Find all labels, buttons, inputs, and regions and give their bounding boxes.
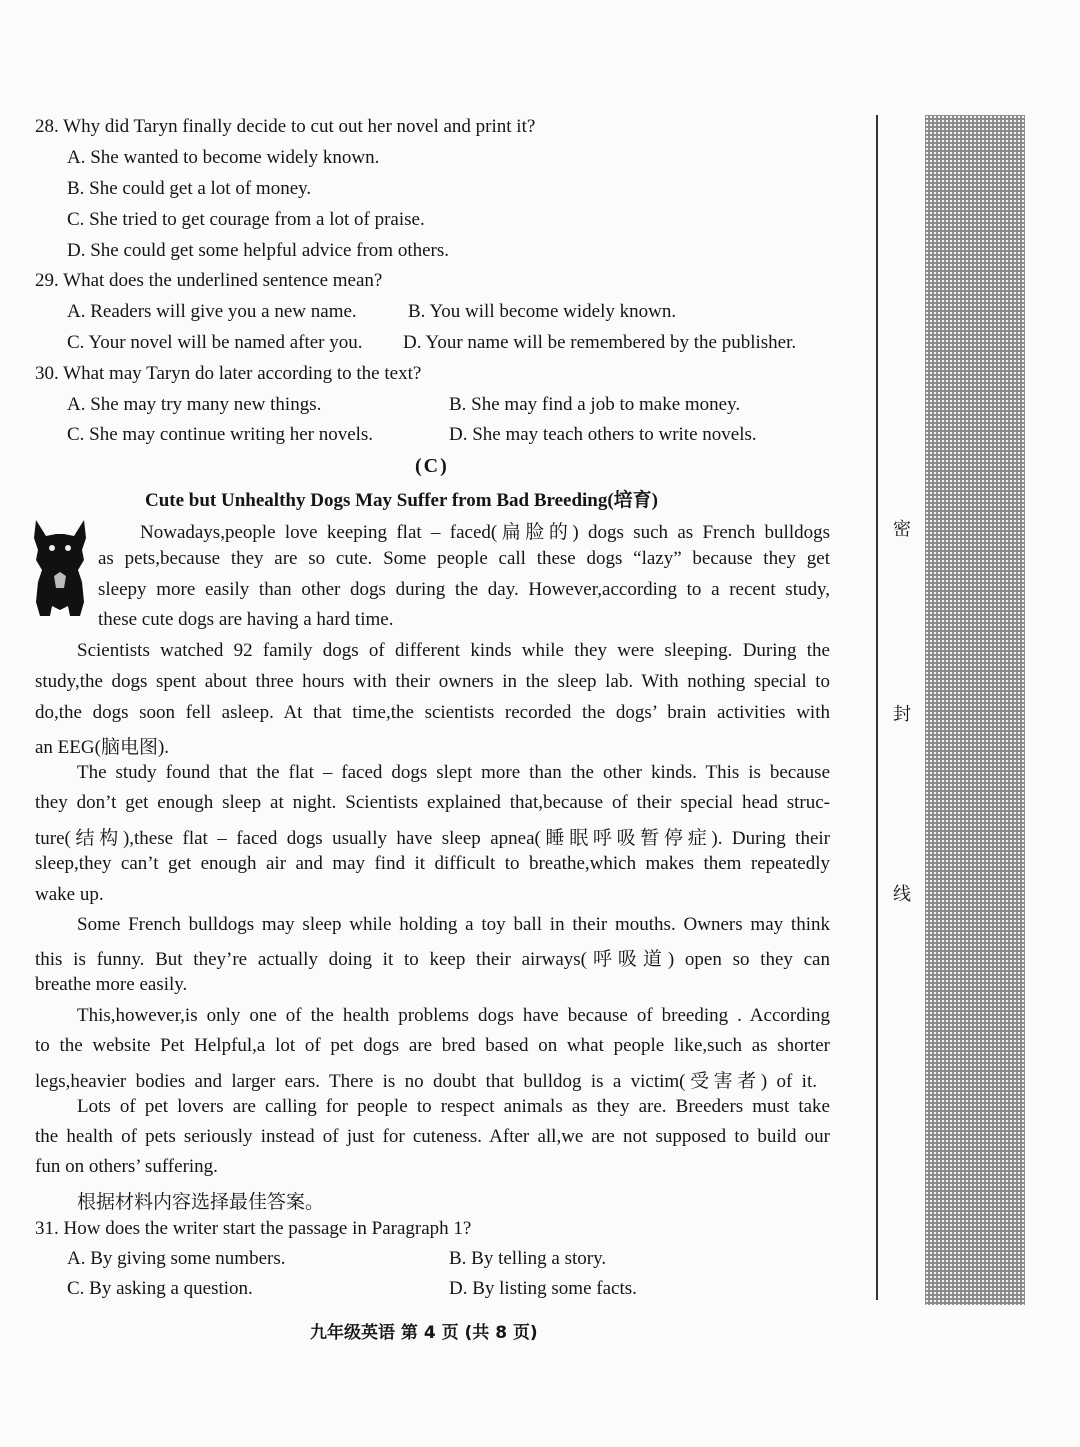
- passage-line: Lots of pet lovers are calling for people to respect animals as they are. Breeders must take: [77, 1096, 830, 1117]
- question-30-stem: 30. What may Taryn do later according to the text?: [35, 363, 422, 384]
- question-29-option-c: C. Your novel will be named after you.: [67, 332, 363, 353]
- question-31-stem: 31. How does the writer start the passage in Paragraph 1?: [35, 1218, 472, 1239]
- question-31-option-c: C. By asking a question.: [67, 1278, 253, 1299]
- passage-line: Scientists watched 92 family dogs of different kinds while they were sleeping. During the: [77, 640, 830, 661]
- passage-line: do,the dogs soon fell asleep. At that time,the scientists recorded the dogs’ brain activities with: [35, 702, 830, 723]
- question-28-stem: 28. Why did Taryn finally decide to cut out her novel and print it?: [35, 116, 536, 137]
- binding-mark-mi: 密: [893, 519, 911, 540]
- question-29-option-a: A. Readers will give you a new name.: [67, 301, 357, 322]
- passage-line: to the website Pet Helpful,a lot of pet dogs are bred based on what people like,such as shorter: [35, 1035, 830, 1056]
- binding-pattern: [925, 115, 1025, 1305]
- binding-mark-feng: 封: [893, 704, 911, 725]
- passage-line: sleep,they can’t get enough air and may find it difficult to breathe,which makes them repeatedly: [35, 853, 830, 874]
- question-29-stem: 29. What does the underlined sentence mean?: [35, 270, 383, 291]
- passage-title: Cute but Unhealthy Dogs May Suffer from Bad Breeding(培育): [145, 490, 659, 511]
- question-30-option-b: B. She may find a job to make money.: [449, 394, 741, 415]
- passage-line: ture(结构),these flat – faced dogs usually have sleep apnea(睡眠呼吸暂停症). During their: [35, 828, 830, 849]
- passage-line: fun on others’ suffering.: [35, 1156, 218, 1177]
- binding-mark-xian: 线: [893, 884, 911, 905]
- passage-line: legs,heavier bodies and larger ears. There is no doubt that bulldog is a victim(受害者) of it.: [35, 1071, 817, 1092]
- passage-line: as pets,because they are so cute. Some people call these dogs “lazy” because they get: [98, 548, 830, 569]
- question-30-option-c: C. She may continue writing her novels.: [67, 424, 374, 445]
- question-31-option-d: D. By listing some facts.: [449, 1278, 637, 1299]
- passage-line: Some French bulldogs may sleep while holding a toy ball in their mouths. Owners may think: [77, 914, 830, 935]
- passage-line: study,the dogs spent about three hours with their owners in the sleep lab. With nothing special to: [35, 671, 830, 692]
- question-28-option-b: B. She could get a lot of money.: [67, 178, 312, 199]
- passage-line: wake up.: [35, 884, 104, 905]
- passage-line: breathe more easily.: [35, 974, 188, 995]
- passage-line: the health of pets seriously instead of just for cuteness. After all,we are not supposed to build our: [35, 1126, 830, 1147]
- passage-line: they don’t get enough sleep at night. Scientists explained that,because of their special head struc-: [35, 792, 830, 813]
- passage-line: This,however,is only one of the health problems dogs have because of breeding . According: [77, 1005, 830, 1026]
- question-29-option-d: D. Your name will be remembered by the publisher.: [403, 332, 797, 353]
- passage-line: an EEG(脑电图).: [35, 737, 170, 758]
- passage-line: The study found that the flat – faced dogs slept more than the other kinds. This is because: [77, 762, 830, 783]
- section-label: (C): [415, 455, 449, 477]
- page-footer: 九年级英语 第 4 页 (共 8 页): [310, 1323, 538, 1343]
- question-30-option-a: A. She may try many new things.: [67, 394, 322, 415]
- question-31-option-a: A. By giving some numbers.: [67, 1248, 286, 1269]
- bulldog-illustration: [30, 516, 90, 618]
- instruction: 根据材料内容选择最佳答案。: [77, 1192, 325, 1213]
- passage-line: Nowadays,people love keeping flat – faced(扁脸的) dogs such as French bulldogs: [140, 522, 830, 543]
- question-31-option-b: B. By telling a story.: [449, 1248, 607, 1269]
- binding-line: [876, 115, 878, 1300]
- question-30-option-d: D. She may teach others to write novels.: [449, 424, 757, 445]
- passage-line: sleepy more easily than other dogs during the day. However,according to a recent study,: [98, 579, 830, 600]
- passage-line: these cute dogs are having a hard time.: [98, 609, 394, 630]
- question-28-option-c: C. She tried to get courage from a lot of praise.: [67, 209, 425, 230]
- passage-line: this is funny. But they’re actually doing it to keep their airways(呼吸道) open so they can: [35, 949, 830, 970]
- question-28-option-d: D. She could get some helpful advice from others.: [67, 240, 450, 261]
- question-29-option-b: B. You will become widely known.: [408, 301, 677, 322]
- question-28-option-a: A. She wanted to become widely known.: [67, 147, 380, 168]
